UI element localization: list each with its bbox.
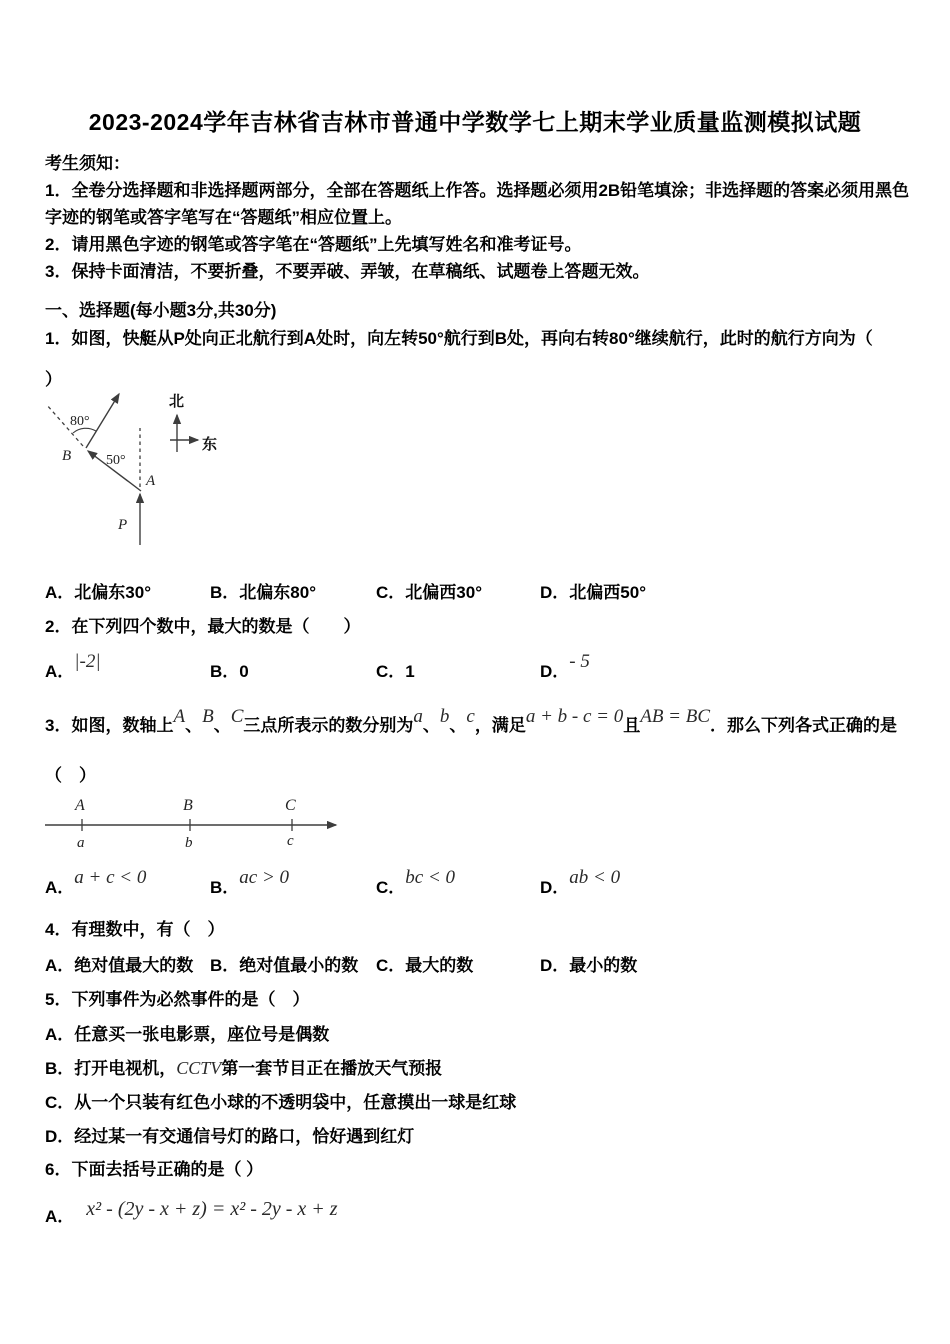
notice-item: 2．请用黑色字迹的钢笔或答字笔在“答题纸”上先填写姓名和准考证号。 [45, 235, 582, 254]
q5-option-a: A．任意买一张电影票，座位号是偶数 [45, 1025, 330, 1044]
q1-stem-close: ） [45, 370, 62, 389]
notice-item: 3．保持卡面清洁，不要折叠，不要弄破、弄皱，在草稿纸、试题卷上答题无效。 [45, 262, 650, 281]
numberline-point-c: C [285, 797, 296, 814]
q3-stem-close: （ ） [45, 766, 96, 785]
q3-numberline-figure [40, 792, 370, 854]
q2-option-a: A．|-2| [45, 651, 101, 681]
q2-option-b: B．0 [210, 662, 249, 681]
q2-stem: 2．在下列四个数中，最大的数是（ ） [45, 617, 361, 636]
q2-option-d: D．- 5 [540, 651, 590, 681]
section-heading: 一、选择题(每小题3分,共30分) [45, 301, 277, 320]
numberline-value-c: c [287, 833, 294, 849]
point-p-label: P [118, 517, 128, 533]
q1-option-d: D．北偏西50° [540, 583, 646, 602]
page-title: 2023-2024学年吉林省吉林市普通中学数学七上期末学业质量监测模拟试题 [88, 109, 862, 135]
q4-option-b: B．绝对值最小的数 [210, 956, 359, 975]
q3-options-row [45, 867, 905, 899]
angle-80-label: 80° [70, 414, 90, 429]
q5-option-b: B．打开电视机，CCTV第一套节目正在播放天气预报 [45, 1058, 443, 1078]
q1-option-a: A．北偏东30° [45, 583, 151, 602]
numberline-point-a: A [75, 797, 85, 814]
q2-options-row [45, 651, 905, 683]
compass-east-label: 东 [202, 436, 218, 453]
point-b-label: B [62, 448, 72, 464]
q3-option-a: A．a + c < 0 [45, 867, 147, 897]
q3-option-c: C．bc < 0 [376, 867, 456, 897]
numberline-point-b: B [183, 797, 193, 814]
numberline-value-b: b [185, 835, 193, 851]
q3-stem: 3．如图，数轴上A、B、C三点所表示的数分别为a、b、c，满足a + b - c = 0且AB = BC．那么下列各式正确的是 [45, 706, 898, 735]
q5-stem: 5．下列事件为必然事件的是（ ） [45, 990, 310, 1009]
q4-options-row [45, 951, 905, 976]
cctv-text: CCTV [176, 1058, 222, 1078]
q5-option-d: D．经过某一有交通信号灯的路口，恰好遇到红灯 [45, 1127, 415, 1146]
numberline-value-a: a [77, 835, 85, 851]
notice-item: 1．全卷分选择题和非选择题两部分，全部在答题纸上作答。选择题必须用2B铅笔填涂；非选择题的答案必须用黑色字迹的钢笔或答字笔写在“答题纸”相应位置上。 [45, 181, 910, 227]
q4-option-c: C．最大的数 [376, 956, 474, 975]
q2-option-c: C．1 [376, 662, 415, 681]
q1-options-row [45, 578, 905, 603]
point-a-label: A [146, 473, 156, 489]
q5-option-c: C．从一个只装有红色小球的不透明袋中，任意摸出一球是红球 [45, 1093, 517, 1112]
q3-option-b: B．ac > 0 [210, 867, 290, 897]
angle-50-label: 50° [106, 453, 126, 468]
compass-north-label: 北 [169, 393, 185, 410]
q4-option-a: A．绝对值最大的数 [45, 956, 194, 975]
q1-option-b: B．北偏东80° [210, 583, 316, 602]
q4-stem: 4．有理数中，有（ ） [45, 920, 225, 939]
q3-option-d: D．ab < 0 [540, 867, 621, 897]
q4-option-d: D．最小的数 [540, 956, 638, 975]
q1-option-c: C．北偏西30° [376, 583, 482, 602]
b-heading-arrow [86, 394, 119, 448]
q1-stem: 1．如图，快艇从P处向正北航行到A处时，向左转50°航行到B处，再向右转80°继续航行，此时的航行方向为（ [45, 329, 873, 348]
notice-label: 考生须知： [45, 154, 130, 173]
q1-navigation-figure [28, 388, 253, 553]
q6-stem: 6．下面去括号正确的是（ ） [45, 1160, 264, 1179]
q6-option-a: A． x² - (2y - x + z) = x² - 2y - x + z [45, 1198, 338, 1226]
